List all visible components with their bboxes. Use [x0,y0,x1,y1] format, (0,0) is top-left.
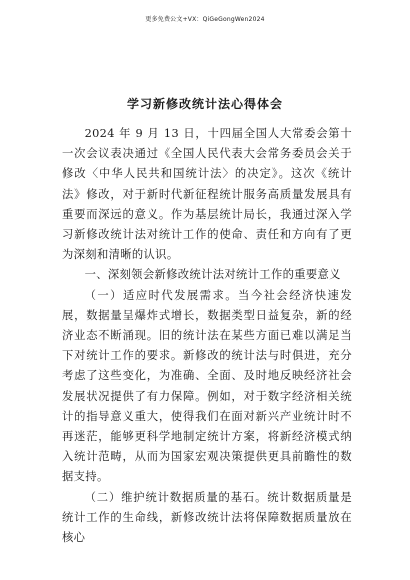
body-paragraph: （二）维护统计数据质量的基石。统计数据质量是统计工作的生命线，新修改统计法将保障数据质量放在核心 [62,490,352,545]
document-title: 学习新修改统计法心得体会 [126,97,283,111]
document-body [62,124,352,548]
intro-paragraph: 2024 年 9 月 13 日，十四届全国人大常委会第十一次会议表决通过《全国人民代表大会常务委员会关于修改〈中华人民共和国统计法〉的决定》。这次《统计法》修改，对于新时代新征程统计服务高质量发展具有重要而深远的意义。作为基层统计局长，我通过深入学习新修改统计法对统计工作的使命、责任和方向有了更为深刻和清晰的认识。 [62,127,352,262]
header-note: 更多免费公文+VX：QiGeGongWen2024 [145,16,265,23]
section-heading: 一、深刻领会新修改统计法对统计工作的重要意义 [84,268,341,282]
body-paragraph: （一）适应时代发展需求。当今社会经济快速发展，数据量呈爆炸式增长，数据类型日益复杂，新的经济业态不断涌现。旧的统计法在某些方面已难以满足当下对统计工作的要求。新修改的统计法与时俱进，充分考虑了这些变化，为准确、全面、及时地反映经济社会发展状况提供了有力保障。例如，对于数字经济相关统计的指导意义重大，使得我们在面对新兴产业统计时不再迷茫，能够更科学地制定统计方案，将新经济模式纳入统计范畴，从而为国家宏观决策提供更具前瞻性的数据支持。 [62,288,352,484]
